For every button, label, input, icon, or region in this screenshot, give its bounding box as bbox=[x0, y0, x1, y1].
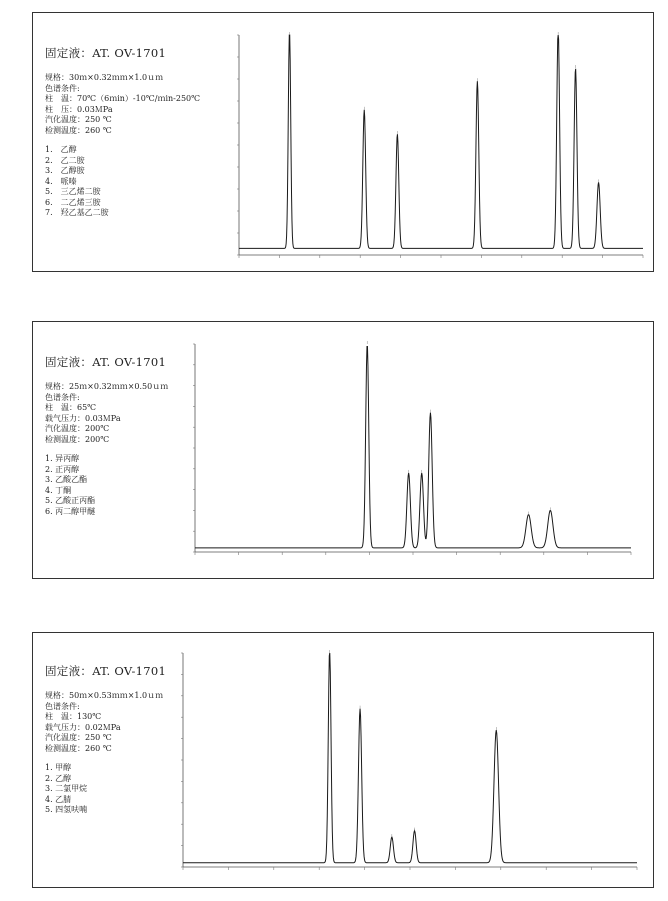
detector-temp-line: 检测温度：200℃ bbox=[45, 434, 110, 444]
chromatogram-trace bbox=[195, 347, 631, 548]
component-item: 2. 乙二胺 bbox=[45, 155, 85, 165]
spec-line: 规格：25ｍ×0.32ｍｍ×0.50ｕｍ bbox=[45, 382, 169, 391]
stationary-phase-title: 固定液：AT. OV-1701 bbox=[45, 355, 167, 369]
component-item: 4. 哌嗪 bbox=[45, 176, 77, 186]
component-item: 4. 丁酮 bbox=[45, 485, 72, 495]
chromatogram-plot bbox=[189, 340, 635, 562]
spec-line: 规格：50ｍ×0.53ｍｍ×1.0ｕｍ bbox=[45, 691, 164, 700]
column-pressure-line: 柱 压：0.03ＭPa bbox=[45, 104, 113, 114]
stationary-phase-title: 固定液：AT. OV-1701 bbox=[45, 664, 167, 678]
spec-line: 规格：30ｍ×0.32ｍｍ×1.0ｕｍ bbox=[45, 73, 164, 82]
component-item: 3. 乙醇胺 bbox=[45, 166, 85, 175]
inlet-temp-line: 汽化温度：200℃ bbox=[45, 424, 110, 433]
component-item: 7. 羟乙基乙二胺 bbox=[45, 208, 109, 217]
component-item: 1. 异丙醇 bbox=[45, 454, 80, 463]
chromatogram-trace bbox=[239, 35, 643, 248]
component-item: 6. 二乙烯三胺 bbox=[45, 197, 101, 207]
inlet-temp-line: 汽化温度：250 ℃ bbox=[45, 733, 112, 742]
component-item: 1. 甲醇 bbox=[45, 763, 72, 772]
carrier-pressure-line: 载气压力：0.02ＭPa bbox=[45, 722, 121, 732]
conditions-heading: 色谱条件: bbox=[45, 392, 80, 402]
component-item: 3. 乙酸乙酯 bbox=[45, 475, 88, 484]
stationary-phase-title: 固定液：AT. OV-1701 bbox=[45, 46, 167, 60]
detector-temp-line: 检测温度：260 ℃ bbox=[45, 743, 112, 753]
chromatogram-trace bbox=[183, 653, 637, 863]
component-item: 6. 丙二醇甲醚 bbox=[45, 506, 96, 516]
chromatogram-panel-3 bbox=[32, 632, 654, 888]
chromatogram-plot bbox=[233, 31, 647, 265]
component-item: 5. 四氢呋喃 bbox=[45, 805, 88, 814]
inlet-temp-line: 汽化温度：250 ℃ bbox=[45, 115, 112, 124]
info-block bbox=[45, 45, 215, 219]
component-item: 1. 乙醇 bbox=[45, 145, 77, 154]
conditions-heading: 色谱条件: bbox=[45, 701, 80, 711]
component-item: 2. 乙醇 bbox=[45, 773, 72, 783]
column-temp-line: 柱 温：70℃（6ｍin）-10℃/ｍin-250℃ bbox=[45, 94, 201, 103]
chromatogram-plot bbox=[177, 649, 641, 877]
component-item: 2. 正丙醇 bbox=[45, 464, 80, 474]
chromatogram-panel-2 bbox=[32, 321, 654, 579]
component-item: 3. 二氯甲烷 bbox=[45, 784, 88, 793]
column-temp-line: 柱 温：130℃ bbox=[45, 712, 102, 721]
conditions-heading: 色谱条件: bbox=[45, 83, 80, 93]
detector-temp-line: 检测温度：260 ℃ bbox=[45, 125, 112, 135]
component-item: 4. 乙腈 bbox=[45, 794, 72, 804]
carrier-pressure-line: 载气压力：0.03ＭPa bbox=[45, 413, 121, 423]
column-temp-line: 柱 温：65℃ bbox=[45, 403, 97, 412]
chromatogram-panel-1 bbox=[32, 12, 654, 272]
component-item: 5. 三乙烯二胺 bbox=[45, 187, 101, 196]
component-item: 5. 乙酸正丙酯 bbox=[45, 496, 96, 505]
